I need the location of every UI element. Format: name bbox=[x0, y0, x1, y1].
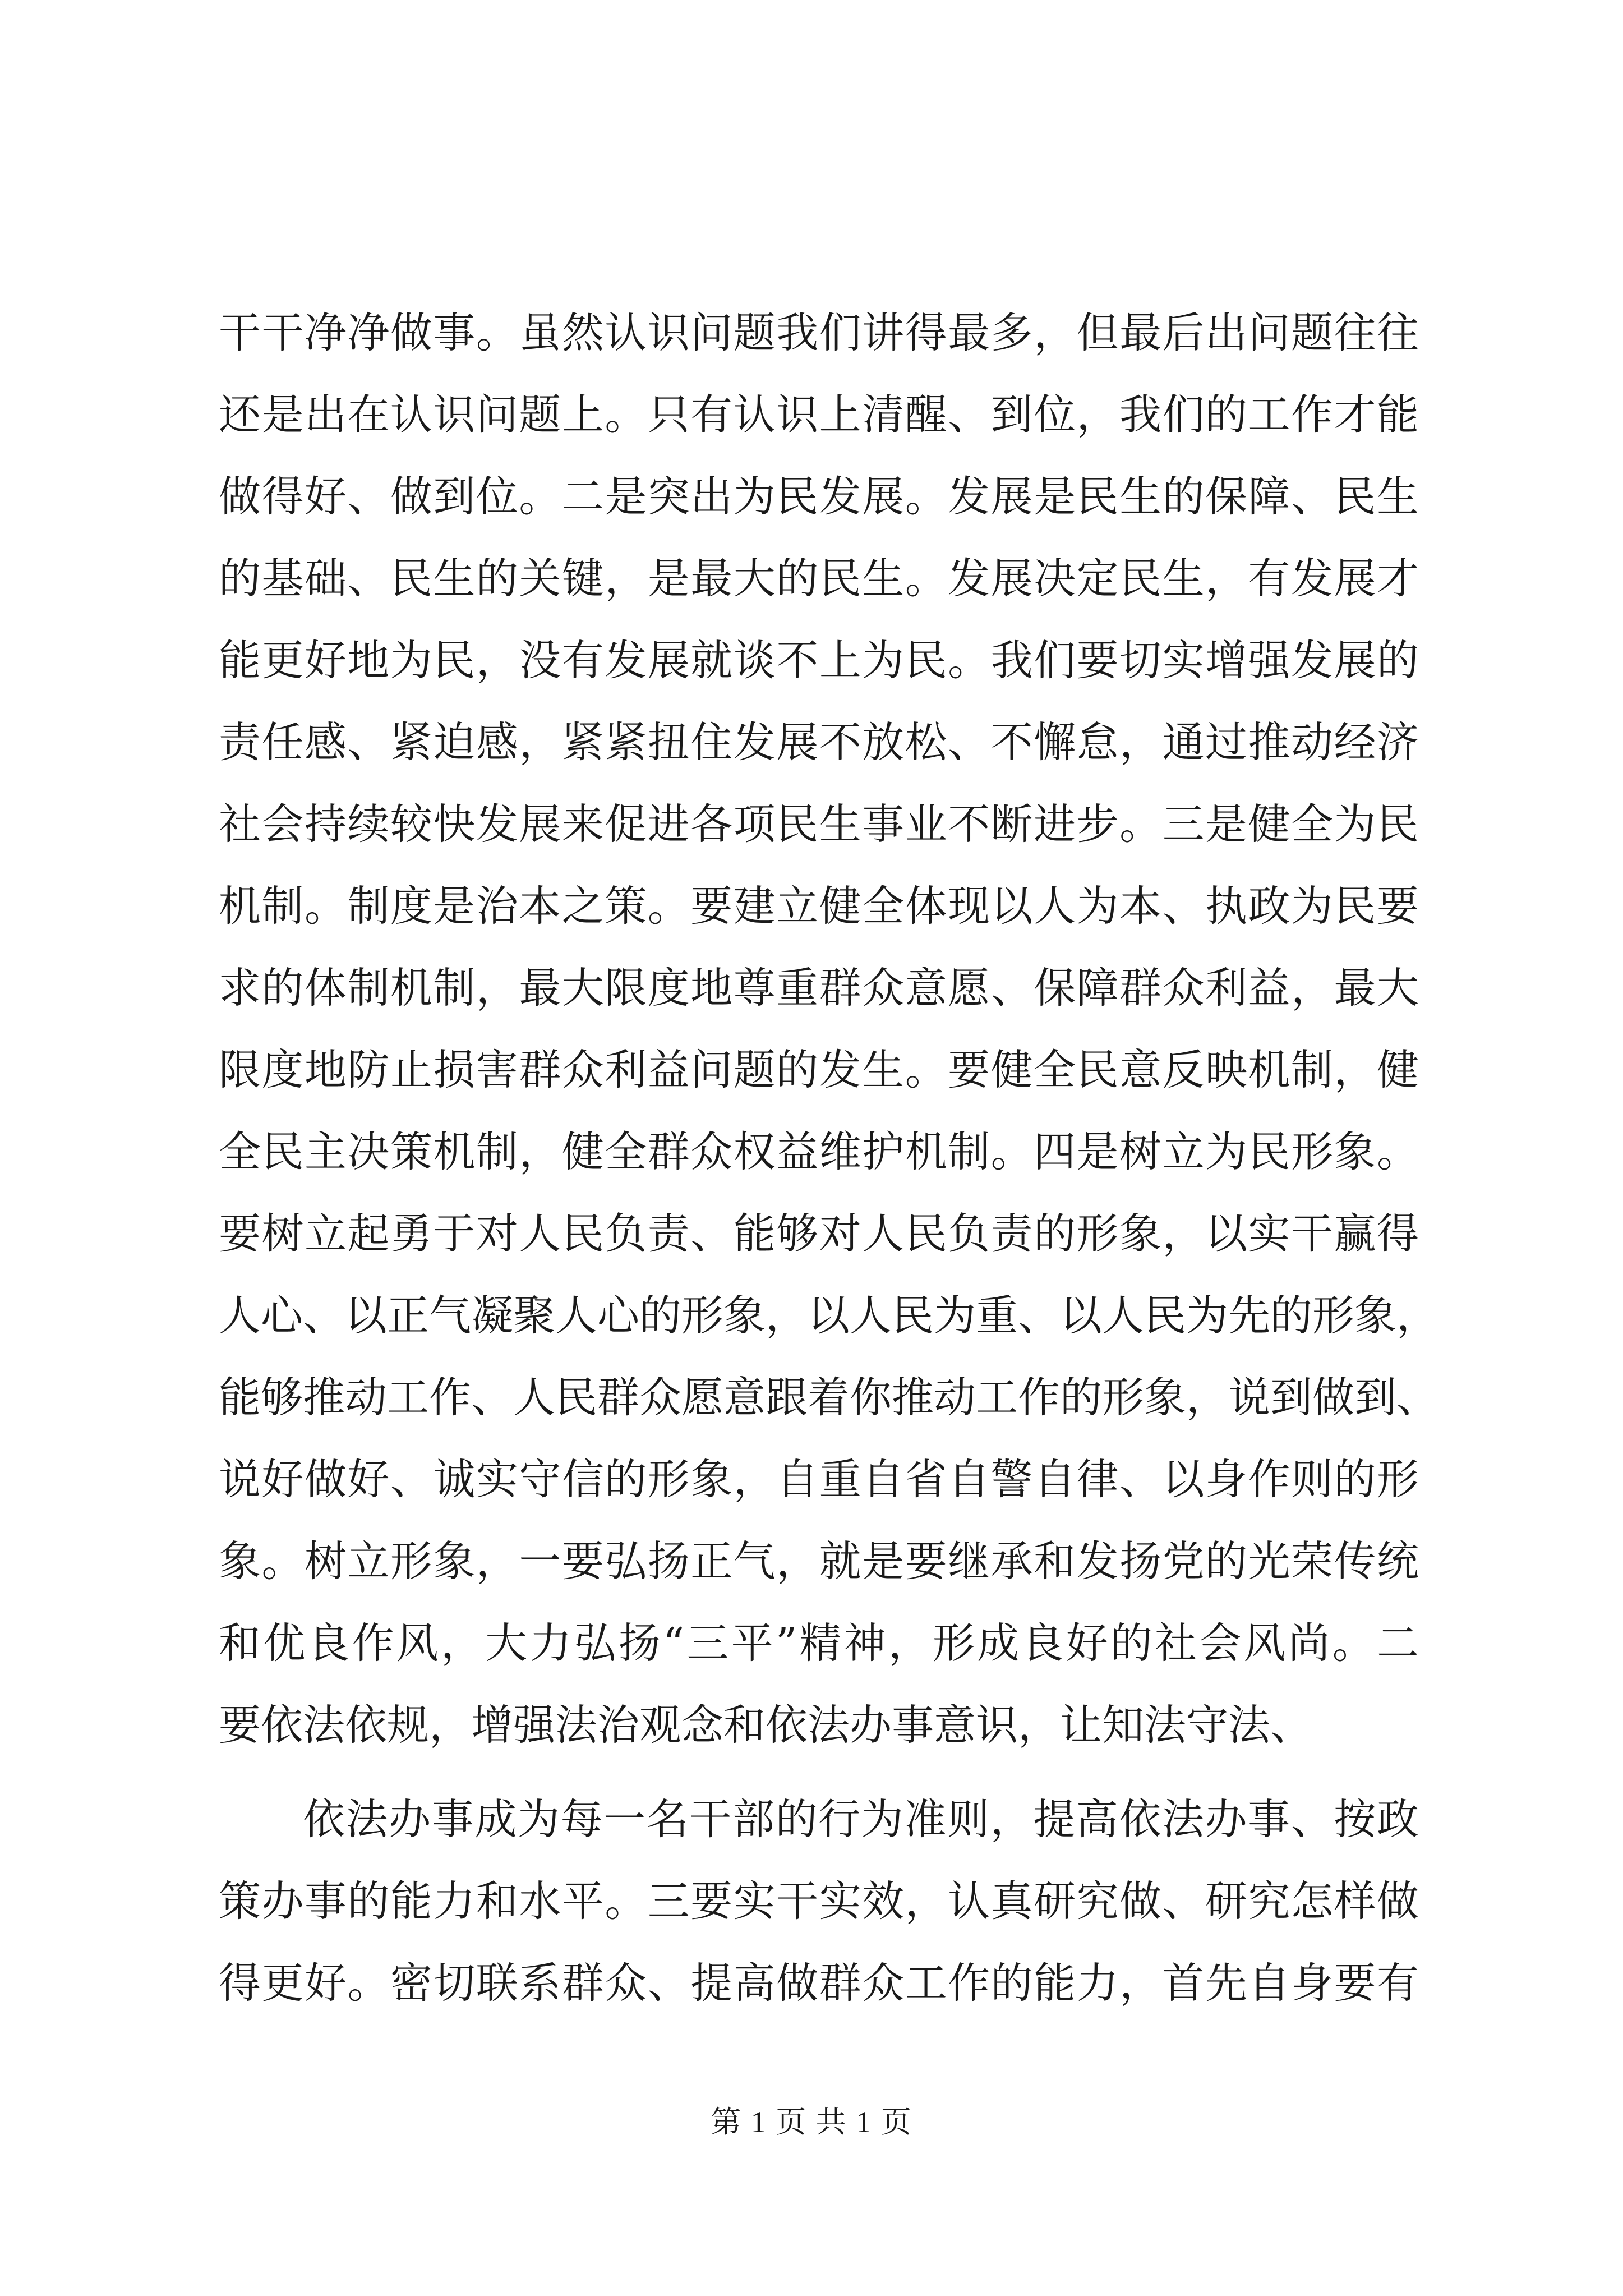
text-line: 依法办事成为每一名干部的行为准则，提高依法办事、按政 bbox=[303, 1795, 1419, 1844]
text-line: 策办事的能力和水平。三要实干实效，认真研究做、研究怎样做 bbox=[219, 1876, 1419, 1926]
body-text bbox=[219, 292, 1439, 2024]
text-line: 干干净净做事。虽然认识问题我们讲得最多，但最后出问题往往 bbox=[219, 308, 1419, 357]
text-line: 做得好、做到位。二是突出为民发展。发展是民生的保障、民生 bbox=[219, 472, 1419, 521]
text-line: 得更好。密切联系群众、提高做群众工作的能力，首先自身要有 bbox=[219, 1958, 1419, 2008]
text-line: 说好做好、诚实守信的形象，自重自省自警自律、以身作则的形 bbox=[219, 1455, 1419, 1504]
text-line: 能够推动工作、人民群众愿意跟着你推动工作的形象，说到做到、 bbox=[219, 1373, 1439, 1422]
paragraph-1 bbox=[219, 292, 1439, 1766]
text-line: 的基础、民生的关键，是最大的民生。发展决定民生，有发展才 bbox=[219, 554, 1419, 603]
text-line: 还是出在认识问题上。只有认识上清醒、到位，我们的工作才能 bbox=[219, 390, 1419, 439]
text-line: 社会持续较快发展来促进各项民生事业不断进步。三是健全为民 bbox=[219, 799, 1419, 849]
text-line: 要依法依规，增强法治观念和依法办事意识，让知法守法、 bbox=[219, 1700, 1313, 1750]
text-line: 求的体制机制，最大限度地尊重群众意愿、保障群众利益，最大 bbox=[219, 963, 1419, 1013]
text-line: 全民主决策机制，健全群众权益维护机制。四是树立为民形象。 bbox=[219, 1127, 1419, 1176]
text-line: 限度地防止损害群众利益问题的发生。要健全民意反映机制，健 bbox=[219, 1045, 1419, 1094]
paragraph-2 bbox=[219, 1778, 1419, 2024]
page-number-footer: 第 1 页 共 1 页 bbox=[711, 2105, 912, 2139]
text-line: 机制。制度是治本之策。要建立健全体现以人为本、执政为民要 bbox=[219, 881, 1419, 931]
text-line: 象。树立形象，一要弘扬正气，就是要继承和发扬党的光荣传统 bbox=[219, 1536, 1419, 1586]
paragraph-gap bbox=[219, 1766, 1419, 1778]
text-line: 责任感、紧迫感，紧紧扭住发展不放松、不懈怠，通过推动经济 bbox=[219, 717, 1419, 767]
text-line: 能更好地为民，没有发展就谈不上为民。我们要切实增强发展的 bbox=[219, 636, 1419, 685]
text-line: 人心、以正气凝聚人心的形象，以人民为重、以人民为先的形象， bbox=[219, 1291, 1439, 1340]
text-line: 和优良作风，大力弘扬“三平”精神，形成良好的社会风尚。二 bbox=[219, 1618, 1419, 1668]
text-line: 要树立起勇于对人民负责、能够对人民负责的形象，以实干赢得 bbox=[219, 1209, 1419, 1258]
